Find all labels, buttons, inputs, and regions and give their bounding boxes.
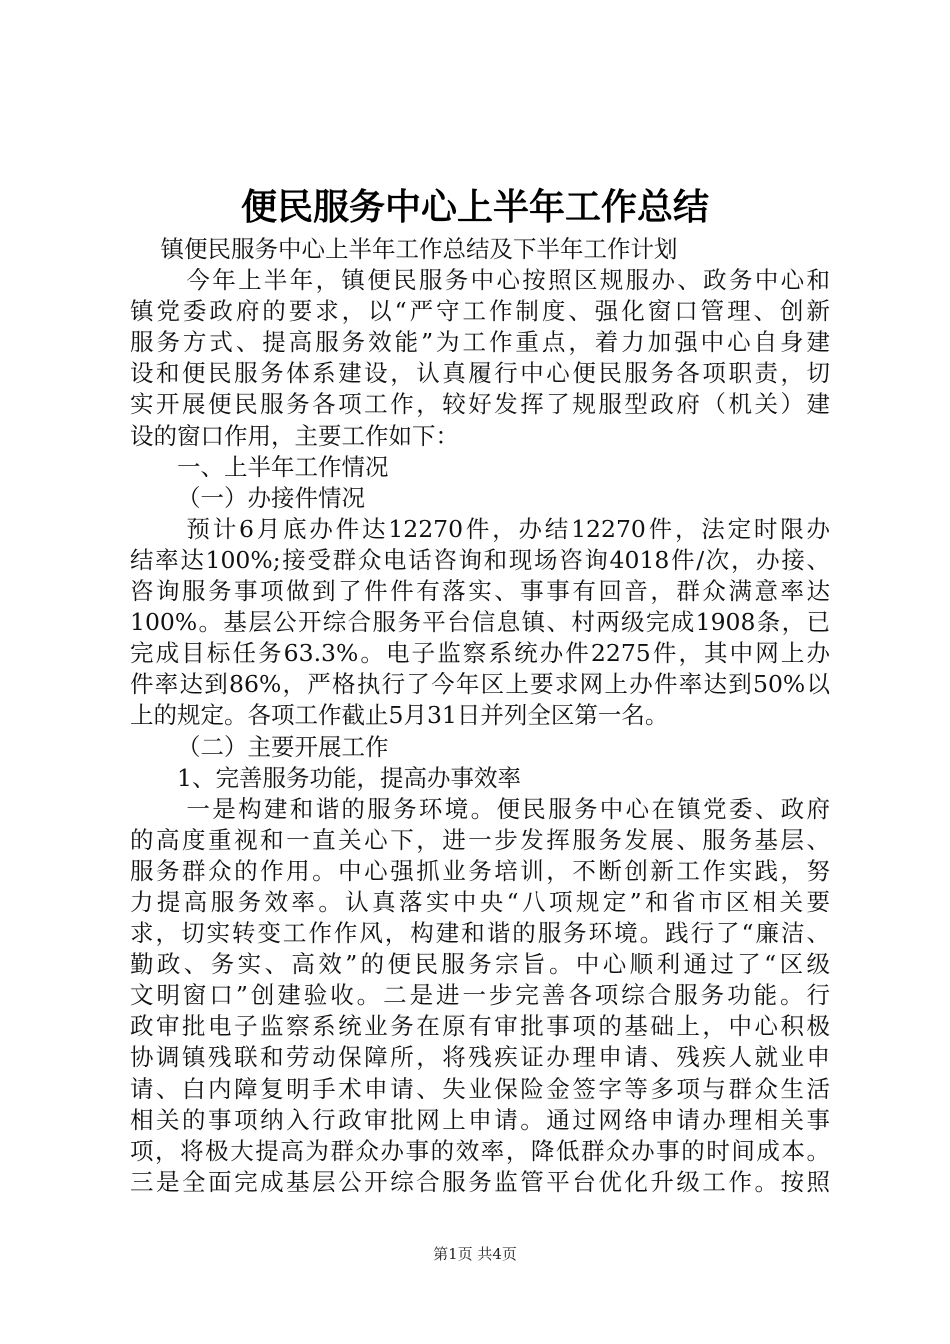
body-line: 服务方式、提高服务效能”为工作重点，着力加强中心自身建 [130,328,830,357]
body-line: 请、白内障复明手术申请、失业保险金签字等多项与群众生活 [130,1074,830,1103]
body-line: 镇便民服务中心上半年工作总结及下半年工作计划 [160,235,678,263]
body-line: 完成目标任务63.3%。电子监察系统办件2275件，其中网上办 [130,639,830,668]
body-line: 上的规定。各项工作截止5月31日并列全区第一名。 [130,701,669,730]
body-line: 协调镇残联和劳动保障所，将残疾证办理申请、残疾人就业申 [130,1043,830,1072]
page-footer: 第1页 共4页 [433,1245,517,1263]
body-line: 项，将极大提高为群众办事的效率，降低群众办事的时间成本。 [130,1136,830,1165]
body-line: 今年上半年，镇便民服务中心按照区规服办、政务中心和 [186,266,830,295]
body-line: 镇党委政府的要求，以“严守工作制度、强化窗口管理、创新 [130,297,830,326]
body-line: 三是全面完成基层公开综合服务监管平台优化升级工作。按照 [130,1167,830,1196]
body-line: 设的窗口作用，主要工作如下： [130,421,459,450]
body-line: 求，切实转变工作作风，构建和谐的服务环境。践行了“廉洁、 [130,919,830,948]
body-line: 结率达100%;接受群众电话咨询和现场咨询4018件/次，办接、 [130,545,830,574]
body-line: 件率达到86%，严格执行了今年区上要求网上办件率达到50%以 [130,670,830,699]
body-line: 勤政、务实、高效”的便民服务宗旨。中心顺利通过了“区级 [130,950,830,979]
body-line: （二）主要开展工作 [177,732,389,761]
body-line: 咨询服务事项做到了件件有落实、事事有回音，群众满意率达 [130,577,830,606]
body-line: 文明窗口”创建验收。二是进一步完善各项综合服务功能。行 [130,981,830,1010]
body-line: （一）办接件情况 [177,483,365,512]
document-body [130,234,830,1198]
body-line: 力提高服务效率。认真落实中央“八项规定”和省市区相关要 [130,887,830,916]
body-line: 1、完善服务功能，提高办事效率 [177,763,521,792]
body-line: 一、上半年工作情况 [177,452,389,481]
body-line: 预计6月底办件达12270件，办结12270件，法定时限办 [186,514,830,543]
body-line: 设和便民服务体系建设，认真履行中心便民服务各项职责，切 [130,359,830,388]
document-title: 便民服务中心上半年工作总结 [240,187,709,228]
body-line: 相关的事项纳入行政审批网上申请。通过网络申请办理相关事 [130,1105,830,1134]
body-line: 100%。基层公开综合服务平台信息镇、村两级完成1908条，已 [130,608,830,637]
body-line: 服务群众的作用。中心强抓业务培训，不断创新工作实践，努 [130,856,830,885]
body-line: 实开展便民服务各项工作，较好发挥了规服型政府（机关）建 [130,390,830,419]
body-line: 一是构建和谐的服务环境。便民服务中心在镇党委、政府 [186,794,830,823]
body-line: 政审批电子监察系统业务在原有审批事项的基础上，中心积极 [130,1012,830,1041]
body-line: 的高度重视和一直关心下，进一步发挥服务发展、服务基层、 [130,825,830,854]
